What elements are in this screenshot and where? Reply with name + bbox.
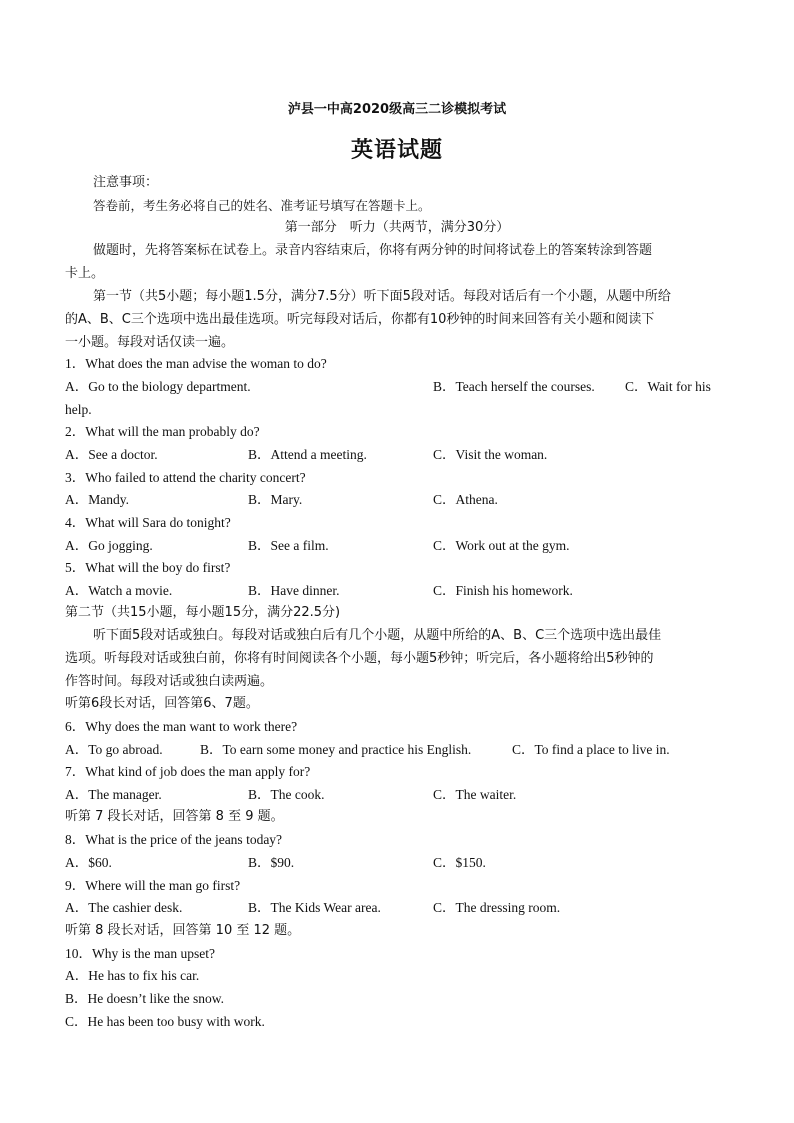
notice-label: 注意事项： <box>93 175 159 190</box>
question-1-option-c-cont: help. <box>65 402 92 417</box>
question-1-stem: 1．What does the man advise the woman to do? <box>65 356 327 371</box>
section1-intro-1: 第一节（共5小题；每小题1.5分，满分7.5分）听下面5段对话。每段对话后有一个小题，从题中所给 <box>93 289 671 304</box>
question-10-option-c: C．He has been too busy with work. <box>65 1014 265 1029</box>
question-9-option-a: A．The cashier desk. <box>65 900 183 915</box>
question-8-stem: 8．What is the price of the jeans today? <box>65 832 283 847</box>
question-6-option-c: C．To find a place to live in. <box>512 742 670 757</box>
question-1-option-c: C．Wait for his <box>625 379 711 394</box>
question-7-option-c: C．The waiter. <box>433 787 517 802</box>
question-9-option-b: B．The Kids Wear area. <box>248 900 381 915</box>
question-3-option-a: A．Mandy. <box>65 492 129 507</box>
question-4-option-a: A．Go jogging. <box>65 538 153 553</box>
question-9-option-c: C．The dressing room. <box>433 900 561 915</box>
question-7-option-a: A．The manager. <box>65 787 162 802</box>
question-2-stem: 2．What will the man probably do? <box>65 424 260 439</box>
section2-intro-3: 作答时间。每段对话或独白读两遍。 <box>65 674 274 689</box>
notice-text: 答卷前，考生务必将自己的姓名、准考证号填写在答题卡上。 <box>93 198 431 213</box>
question-10-option-a: A．He has to fix his car. <box>65 968 200 983</box>
question-6-option-b: B．To earn some money and practice his English. <box>200 742 472 757</box>
question-4-stem: 4．What will Sara do tonight? <box>65 515 231 530</box>
dialogue-8-instruction: 听第 8 段长对话，回答第 10 至 12 题。 <box>65 923 301 938</box>
question-8-option-a: A．$60. <box>65 855 112 870</box>
question-3-option-c: C．Athena. <box>433 492 498 507</box>
question-5-option-b: B．Have dinner. <box>248 583 340 598</box>
part1-heading: 第一部分 听力（共两节，满分30分） <box>284 220 510 235</box>
question-4-option-b: B．See a film. <box>248 538 329 553</box>
school-exam-line: 泸县一中高2020级高三二诊模拟考试 <box>287 102 507 117</box>
question-1-option-a: A．Go to the biology department. <box>65 379 251 394</box>
question-8-option-c: C．$150. <box>433 855 486 870</box>
question-9-stem: 9．Where will the man go first? <box>65 878 241 893</box>
dialogue-6-instruction: 听第6段长对话，回答第6、7题。 <box>65 696 259 711</box>
question-5-option-c: C．Finish his homework. <box>433 583 573 598</box>
question-8-option-b: B．$90. <box>248 855 295 870</box>
question-6-stem: 6．Why does the man want to work there? <box>65 719 298 734</box>
section2-intro-2: 选项。听每段对话或独白前，你将有时间阅读各个小题，每小题5秒钟；听完后，各小题将给出5秒钟的 <box>65 651 654 666</box>
question-6-option-a: A．To go abroad. <box>65 742 163 757</box>
question-2-option-b: B．Attend a meeting. <box>248 447 367 462</box>
section2-intro-1: 听下面5段对话或独白。每段对话或独白后有几个小题，从题中所给的A、B、C三个选项中选出最佳 <box>93 628 662 643</box>
question-3-stem: 3．Who failed to attend the charity concert? <box>65 470 306 485</box>
dialogue-7-instruction: 听第 7 段长对话，回答第 8 至 9 题。 <box>65 809 284 824</box>
question-7-option-b: B．The cook. <box>248 787 325 802</box>
page-title: 英语试题 <box>350 138 443 163</box>
section2-heading: 第二节（共15小题，每小题15分，满分22.5分) <box>65 605 341 620</box>
section1-intro-2: 的A、B、C三个选项中选出最佳选项。听完每段对话后，你都有10秒钟的时间来回答有关小题和阅读下 <box>65 312 655 327</box>
question-4-option-c: C．Work out at the gym. <box>433 538 570 553</box>
part1-intro-1: 做题时，先将答案标在试卷上。录音内容结束后，你将有两分钟的时间将试卷上的答案转涂到答题 <box>93 243 653 258</box>
question-7-stem: 7．What kind of job does the man apply for? <box>65 764 311 779</box>
part1-intro-2: 卡上。 <box>65 266 105 281</box>
question-1-option-b: B．Teach herself the courses. <box>433 379 595 394</box>
question-5-option-a: A．Watch a movie. <box>65 583 173 598</box>
question-10-stem: 10．Why is the man upset? <box>65 946 215 961</box>
question-2-option-a: A．See a doctor. <box>65 447 158 462</box>
section1-intro-3: 一小题。每段对话仅读一遍。 <box>65 335 235 350</box>
question-10-option-b: B．He doesn’t like the snow. <box>65 991 224 1006</box>
question-5-stem: 5．What will the boy do first? <box>65 560 231 575</box>
question-3-option-b: B．Mary. <box>248 492 303 507</box>
question-2-option-c: C．Visit the woman. <box>433 447 548 462</box>
